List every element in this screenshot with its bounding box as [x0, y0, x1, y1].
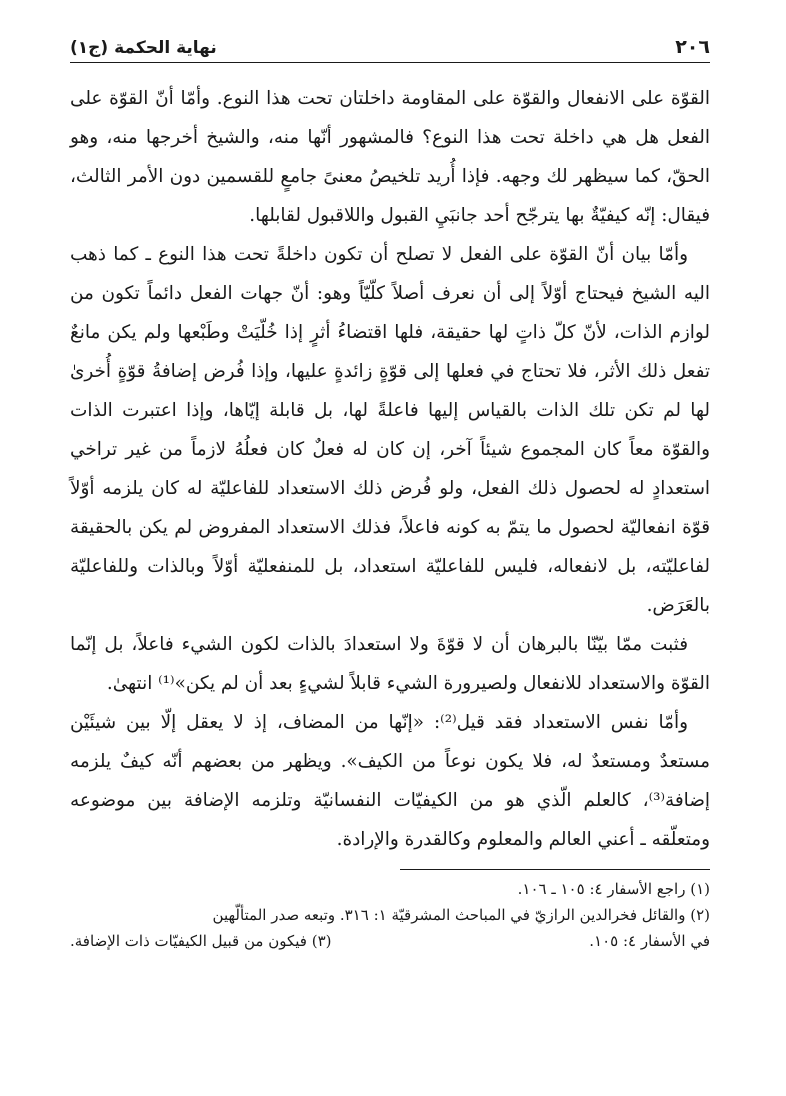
main-text — [70, 79, 710, 859]
page-number: ٢٠٦ — [675, 36, 710, 58]
footnote-separator — [400, 869, 710, 870]
paragraph-3: فثبت ممّا بيّنّا بالبرهان أن لا قوّةَ ولا استعدادَ بالذات لكون الشيء فاعلاً، بل إنّما القوّة والاستعداد للانفعال ولصيرورة الشيء قابلاً لشيءٍ بعد أن لم يكن»⁽¹⁾ انتهىٰ. — [70, 634, 710, 694]
running-header — [70, 30, 710, 63]
book-title: نهاية الحكمة (ج١) — [70, 38, 217, 58]
paragraph-2: وأمّا بيان أنّ القوّة على الفعل لا تصلح أن تكون داخلةً تحت هذا النوع ـ كما ذهب اليه الشيخ فيحتاج أوّلاً إلى أن نعرف أصلاً كلّيّاً وهو: أنّ جهات الفعل دائماً تكون من لوازم الذات، لأنّ كلّ ذاتٍ لها حقيقة، فلها اقتضاءُ أثرٍ إذا خُلّيَتْ وطَبْعها ولم يكن مانعٌ تفعل ذلك الأثر، فلا تحتاج في فعلها إلى قوّةٍ زائدةٍ عليها، وإذا فُرض إضافةُ قوّةٍ أُخرىٰ لها لم تكن تلك الذات بالقياس إليها فاعلةً لها، بل قابلة إيّاها، وإذا اعتبرت الذات والقوّة معاً كان المجموع شيئاً آخر، إن كان له فعلٌ كان فعلُهُ لازماً من غير تراخي استعدادٍ له لحصول ذلك الفعل، ولو فُرض ذلك الاستعداد للفاعليّة له كان يلزمه أوّلاً قوّة انفعاليّة لحصول ما يتمّ به كونه فاعلاً، فذلك الاستعداد المفروض لم يكن بالحقيقة لفاعليّته، بل لانفعاله، فليس للفاعليّة استعداد، بل للمنفعليّة أوّلاً وبالذات وللفاعليّة بالعَرَض. — [70, 244, 710, 616]
footnote-row — [70, 928, 710, 954]
paragraph-1: القوّة على الانفعال والقوّة على المقاومة داخلتان تحت هذا النوع. وأمّا أنّ القوّة على الفعل هل هي داخلة تحت هذا النوع؟ فالمشهور أنّها منه، والشيخ أخرجها منه، وهو الحقّ، كما سيظهر لك وجهه. فإذا أُريد تلخيصُ معنىً جامعٍ للقسمين دون الأمر الثالث، فيقال: إنّه كيفيّةٌ بها يترجّح أحد جانبَيِ القبول واللاقبول لقابلها. — [70, 88, 710, 226]
footnote-1: (١) راجع الأسفار ٤: ١٠٥ ـ ١٠٦. — [517, 880, 710, 898]
footnote-2-line-2: في الأسفار ٤: ١٠٥. — [589, 932, 710, 950]
footnote-2-line-1: (٢) والقائل فخرالدين الرازيّ في المباحث المشرقيّة ١: ٣١٦. وتبعه صدر المتألّهين — [212, 906, 710, 924]
book-page — [70, 30, 710, 1070]
footnote-3: (٣) فيكون من قبيل الكيفيّات ذات الإضافة. — [70, 932, 332, 950]
paragraph-4: وأمّا نفس الاستعداد فقد قيل⁽²⁾: «إنّها من المضاف، إذ لا يعقل إلّا بين شيئَيْن مستعدٌ ومستعدٌ له، فلا يكون نوعاً من الكيف». ويظهر من بعضهم أنّه كيفٌ يلزمه إضافة⁽³⁾، كالعلم الّذي هو من الكيفيّات النفسانيّة وتلزمه الإضافة بين موضوعه ومتعلّقه ـ أعني العالم والمعلوم وكالقدرة والإرادة. — [70, 712, 710, 850]
footnotes — [70, 876, 710, 954]
